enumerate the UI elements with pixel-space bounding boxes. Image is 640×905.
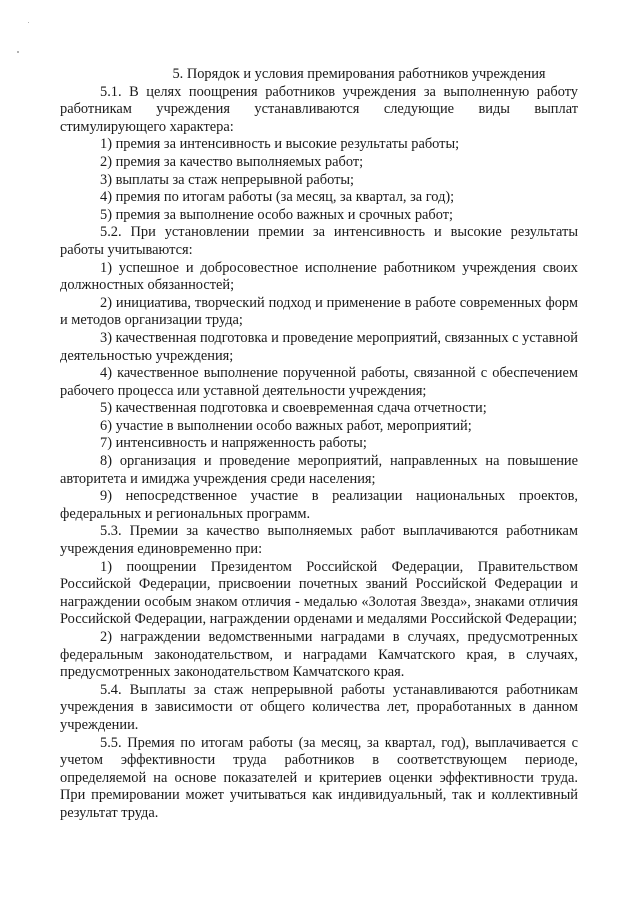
list-item: 7) интенсивность и напряженность работы; [100,435,367,452]
section-title: 5. Порядок и условия премирования работников учреждения [172,66,546,82]
paragraph: 5.5. Премия по итогам работы (за месяц, за квартал, год), выплачивается с учетом эффективности труда работников в соответствующем периоде, определяемой на основе показателей и критериев оценки эффективности труда. При премировании может учитываться как индивидуальный, так и коллективный результат труда. [60,734,578,821]
paragraph: 5.1. В целях поощрения работников учреждения за выполненную работу работникам учреждения устанавливаются следующие виды выплат стимулирующего характера: [60,83,578,135]
paragraph: 5.4. Выплаты за стаж непрерывной работы устанавливаются работникам учреждения в зависимости от общего количества лет, проработанных в данном учреждении. [60,681,578,733]
paragraph: 5.2. При установлении премии за интенсивность и высокие результаты работы учитываются: [60,224,578,258]
list-item: 4) качественное выполнение порученной работы, связанной с обеспечением рабочего процесса или уставной деятельности учреждения; [60,365,578,399]
list-item: 9) непосредственное участие в реализации национальных проектов, федеральных и региональных программ. [60,488,578,522]
list-item: 3) выплаты за стаж непрерывной работы; [100,171,355,188]
list-item: 2) премия за качество выполняемых работ; [100,153,364,170]
list-item: 4) премия по итогам работы (за месяц, за квартал, за год); [100,189,455,206]
list-item: 2) награждении ведомственными наградами в случаях, предусмотренных федеральным законодательством, и наградами Камчатского края, в случаях, предусмотренных законодательством Камчатского края. [60,629,578,681]
list-item: 1) успешное и добросовестное исполнение работником учреждения своих должностных обязанностей; [60,259,578,294]
document-page [60,66,578,823]
list-item: 1) премия за интенсивность и высокие результаты работы; [100,136,460,153]
paragraph: 5.3. Премии за качество выполняемых работ выплачиваются работникам учреждения единовременно при: [60,523,578,558]
list-item: 3) качественная подготовка и проведение мероприятий, связанных с уставной деятельностью учреждения; [60,329,578,364]
list-item: 6) участие в выполнении особо важных работ, мероприятий; [100,417,472,434]
list-item: 5) качественная подготовка и своевременная сдача отчетности; [100,400,487,417]
list-item: 2) инициатива, творческий подход и применение в работе современных форм и методов организации труда; [60,294,578,329]
list-item: 1) поощрении Президентом Российской Федерации, Правительством Российской Федерации, присвоении почетных званий Российской Федерации и награждении особым знаком отличия - медалью «Золотая Звезда», знаками отличия Российской Федерации, награждении орденами и медалями Российской Федерации; [60,558,578,628]
list-item: 5) премия за выполнение особо важных и срочных работ; [100,206,454,223]
scan-speck [28,22,29,23]
scan-speck [17,51,19,53]
list-item: 8) организация и проведение мероприятий, направленных на повышение авторитета и имиджа учреждения среди населения; [60,453,578,487]
